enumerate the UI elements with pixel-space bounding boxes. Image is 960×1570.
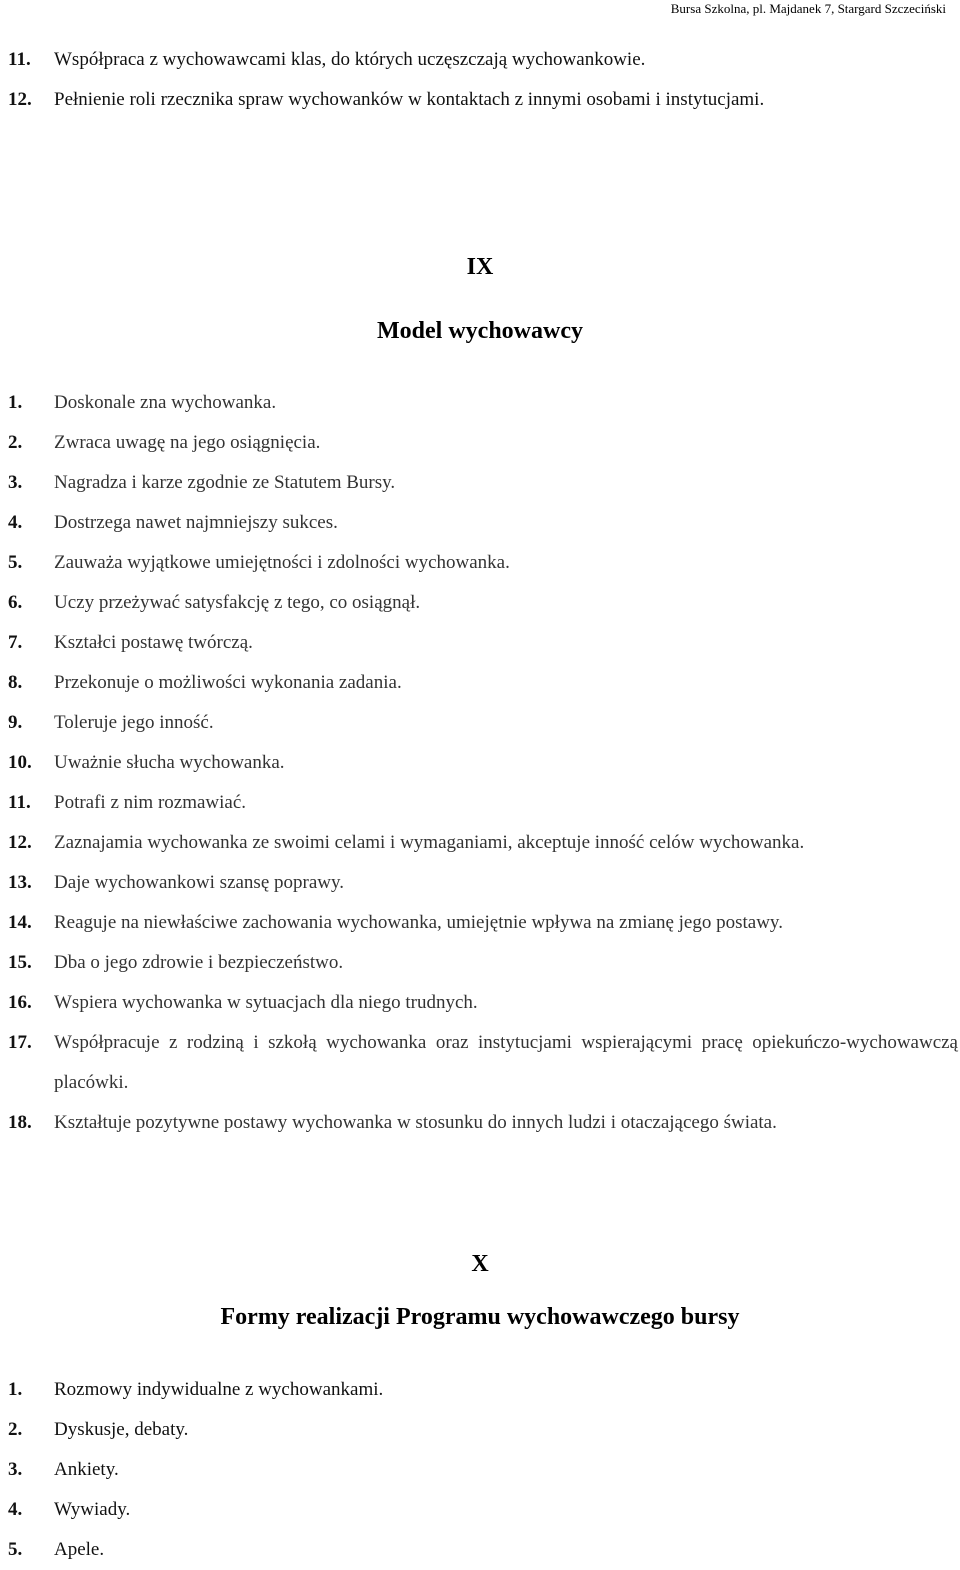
item-number: 15. <box>8 952 32 973</box>
item-text: Rozmowy indywidualne z wychowankami. <box>54 1379 384 1400</box>
item-number: 13. <box>8 872 32 893</box>
list-item <box>8 383 958 423</box>
item-text: Daje wychowankowi szansę poprawy. <box>54 872 345 893</box>
item-number: 2. <box>8 432 23 453</box>
item-number: 9. <box>8 712 23 733</box>
item-text: Uważnie słucha wychowanka. <box>54 752 285 773</box>
item-text: Potrafi z nim rozmawiać. <box>54 792 247 813</box>
item-text: Współpracuje z rodziną i szkołą wychowanka oraz instytucjami wspierającymi pracę opiekuńczo-wychowawczą placówki. <box>54 1032 958 1093</box>
list-item <box>8 1450 958 1490</box>
item-text: Dba o jego zdrowie i bezpieczeństwo. <box>54 952 344 973</box>
item-number: 3. <box>8 472 23 493</box>
item-number: 3. <box>8 1459 23 1480</box>
page-header: Bursa Szkolna, pl. Majdanek 7, Stargard Szczeciński <box>670 1 946 16</box>
list-item <box>8 543 958 583</box>
item-number: 7. <box>8 632 23 653</box>
item-text: Zaznajamia wychowanka ze swoimi celami i wymaganiami, akceptuje inność celów wychowanka. <box>54 832 805 853</box>
item-number: 2. <box>8 1419 23 1440</box>
item-number: 4. <box>8 1499 23 1520</box>
list-item <box>8 903 958 943</box>
list-item <box>8 583 958 623</box>
item-number: 17. <box>8 1032 32 1053</box>
item-number: 11. <box>8 792 31 813</box>
item-text: Kształtuje pozytywne postawy wychowanka w stosunku do innych ludzi i otaczającego świata. <box>54 1112 777 1133</box>
list-item <box>8 623 958 663</box>
item-text: Wywiady. <box>54 1499 131 1520</box>
list-item <box>8 40 958 80</box>
list-item <box>8 703 958 743</box>
item-number: 18. <box>8 1112 32 1133</box>
item-number: 5. <box>8 1539 23 1560</box>
item-number: 1. <box>8 392 23 413</box>
list-item <box>8 1410 958 1450</box>
item-text: Zauważa wyjątkowe umiejętności i zdolności wychowanka. <box>54 552 510 573</box>
section-x-numeral: X <box>471 1251 489 1277</box>
list-item <box>8 423 958 463</box>
item-text: Toleruje jego inność. <box>54 712 214 733</box>
item-text: Wspiera wychowanka w sytuacjach dla niego trudnych. <box>54 992 478 1013</box>
item-text: Ankiety. <box>54 1459 119 1480</box>
list-item <box>8 80 958 120</box>
item-number: 16. <box>8 992 32 1013</box>
section-x-title: Formy realizacji Programu wychowawczego bursy <box>220 1304 740 1330</box>
item-number: 1. <box>8 1379 23 1400</box>
list-item <box>8 1490 958 1530</box>
section-ix-list <box>8 383 958 1143</box>
list-item <box>8 1370 958 1410</box>
item-text: Pełnienie roli rzecznika spraw wychowanków w kontaktach z innymi osobami i instytucjami. <box>54 89 765 110</box>
item-number: 12. <box>8 89 32 110</box>
list-item <box>8 503 958 543</box>
item-text: Apele. <box>54 1539 105 1560</box>
item-number: 11. <box>8 49 31 70</box>
list-item <box>8 823 958 863</box>
list-item <box>8 743 958 783</box>
item-text: Doskonale zna wychowanka. <box>54 392 277 413</box>
list-item <box>8 1103 958 1143</box>
item-text: Reaguje na niewłaściwe zachowania wychowanka, umiejętnie wpływa na zmianę jego postawy. <box>54 912 783 933</box>
item-number: 5. <box>8 552 23 573</box>
item-text: Współpraca z wychowawcami klas, do których uczęszczają wychowankowie. <box>54 49 646 70</box>
item-number: 6. <box>8 592 23 613</box>
list-item <box>8 943 958 983</box>
list-item <box>8 663 958 703</box>
item-number: 14. <box>8 912 32 933</box>
list-item <box>8 783 958 823</box>
item-text: Zwraca uwagę na jego osiągnięcia. <box>54 432 321 453</box>
section-x-list <box>8 1370 958 1570</box>
item-text: Dyskusje, debaty. <box>54 1419 189 1440</box>
item-text: Przekonuje o możliwości wykonania zadania. <box>54 672 402 693</box>
section-ix-numeral: IX <box>466 254 494 280</box>
item-text: Nagradza i karze zgodnie ze Statutem Bursy. <box>54 472 396 493</box>
list-item <box>8 983 958 1023</box>
list-item <box>8 1023 958 1103</box>
item-number: 12. <box>8 832 32 853</box>
item-text: Uczy przeżywać satysfakcję z tego, co osiągnął. <box>54 592 421 613</box>
top-list <box>8 40 958 120</box>
list-item <box>8 463 958 503</box>
item-number: 4. <box>8 512 23 533</box>
item-text: Kształci postawę twórczą. <box>54 632 253 653</box>
list-item <box>8 863 958 903</box>
item-number: 8. <box>8 672 23 693</box>
item-text: Dostrzega nawet najmniejszy sukces. <box>54 512 338 533</box>
list-item <box>8 1530 958 1570</box>
section-ix-title: Model wychowawcy <box>377 318 583 344</box>
item-number: 10. <box>8 752 32 773</box>
